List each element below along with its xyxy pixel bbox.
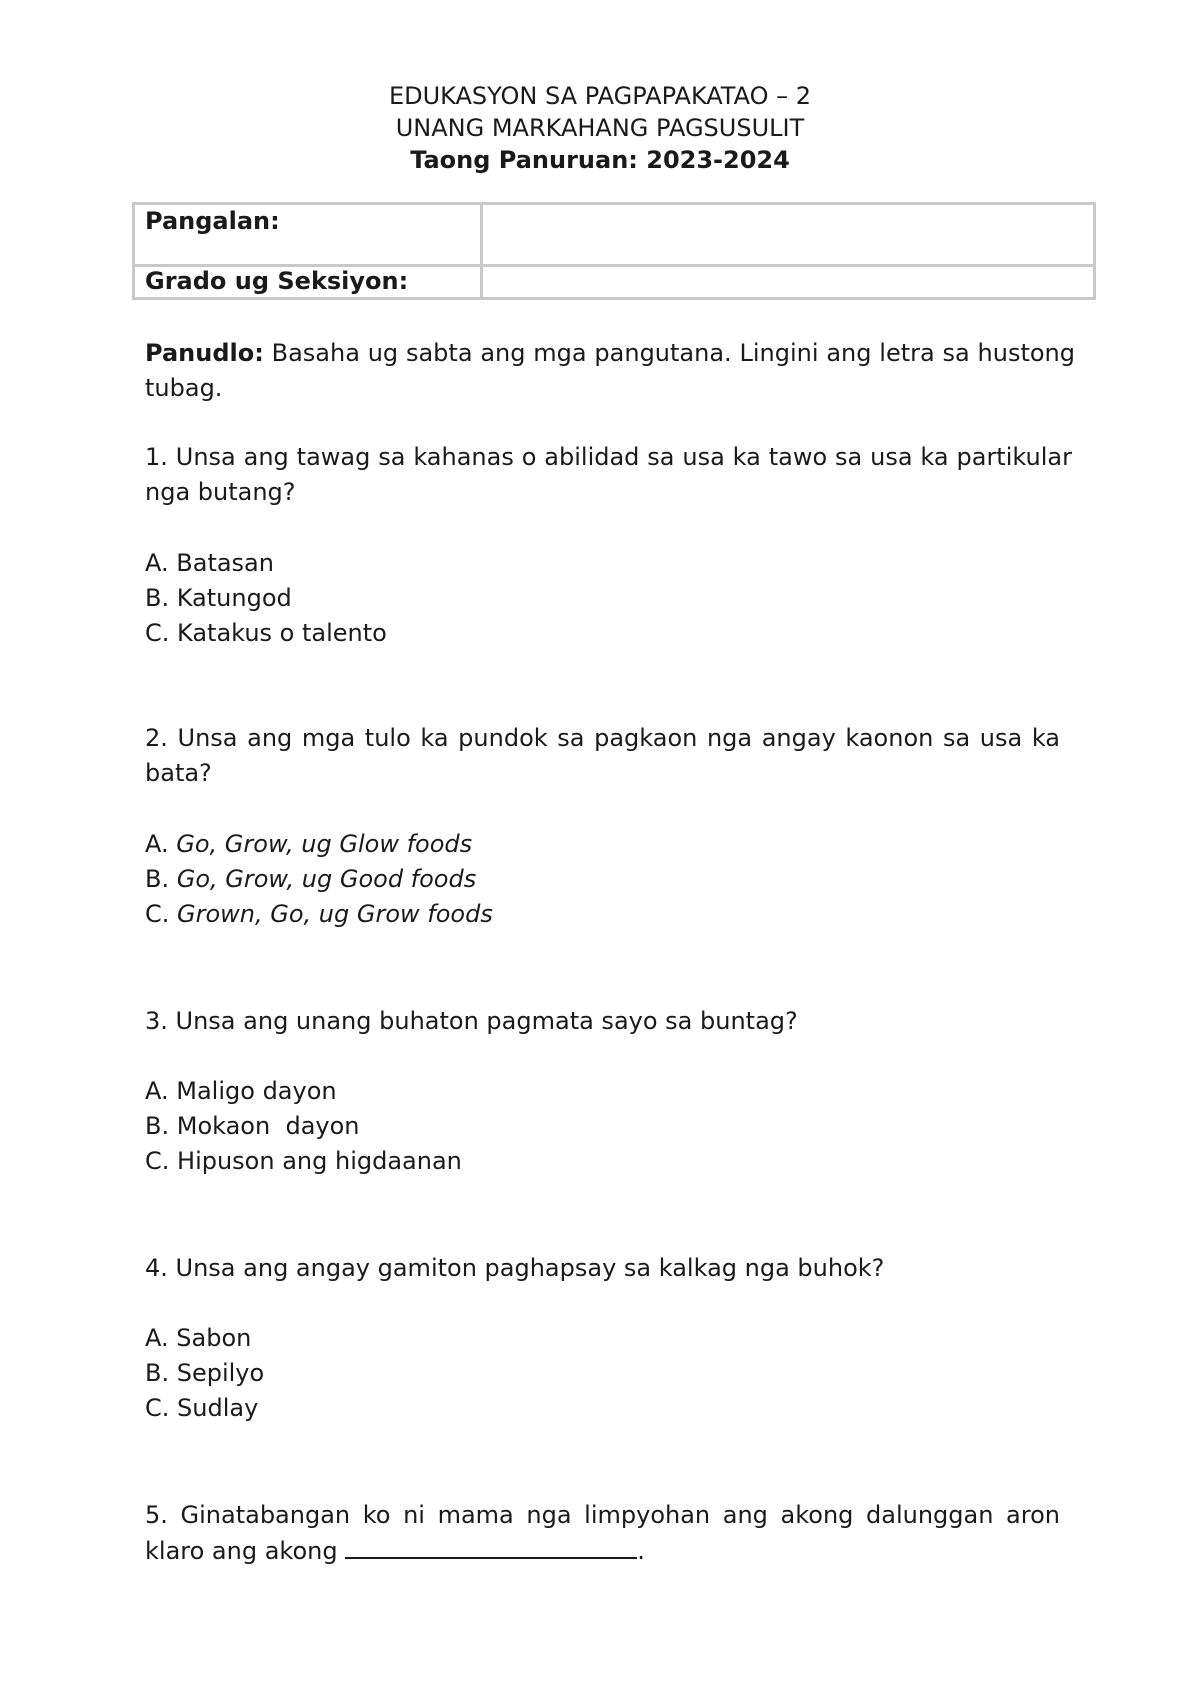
choice-2b[interactable]: B. Go, Grow, ug Good foods (145, 865, 477, 893)
question-2: 2. Unsa ang mga tulo ka pundok sa pagkaon nga angay kaonon sa usa ka bata? (145, 724, 1060, 787)
question-2-choices (145, 827, 493, 932)
instructions-text: Basaha ug sabta ang mga pangutana. Lingini ang letra sa hustong tubag. (145, 339, 1075, 402)
question-3-choices (145, 1074, 462, 1179)
exam-title: UNANG MARKAHANG PAGSUSULIT (395, 114, 805, 142)
choice-1c[interactable]: C. Katakus o talento (145, 619, 387, 647)
answer-blank[interactable] (345, 1533, 637, 1559)
subject-title: EDUKASYON SA PAGPAPAKATAO – 2 (388, 82, 812, 110)
choice-3a[interactable]: A. Maligo dayon (145, 1077, 337, 1105)
choice-3b[interactable]: B. Mokaon dayon (145, 1112, 360, 1140)
instructions-label: Panudlo: (145, 339, 264, 367)
student-info-table (132, 202, 1096, 300)
question-5-suffix: . (637, 1537, 645, 1565)
name-label: Pangalan: (134, 204, 482, 266)
choice-2a[interactable]: A. Go, Grow, ug Glow foods (145, 830, 473, 858)
question-5-text: 5. Ginatabangan ko ni mama nga limpyohan ang akong dalunggan aron klaro ang akong (145, 1501, 1060, 1565)
question-3: 3. Unsa ang unang buhaton pagmata sayo sa buntag? (145, 1007, 798, 1035)
choice-4b[interactable]: B. Sepilyo (145, 1359, 265, 1387)
question-5 (145, 1498, 1060, 1569)
choice-4c[interactable]: C. Sudlay (145, 1394, 259, 1422)
choice-3c[interactable]: C. Hipuson ang higdaanan (145, 1147, 462, 1175)
question-4: 4. Unsa ang angay gamiton paghapsay sa kalkag nga buhok? (145, 1254, 885, 1282)
question-1-choices (145, 546, 387, 651)
choice-1a[interactable]: A. Batasan (145, 549, 274, 577)
exam-header (0, 80, 1200, 176)
grade-section-label: Grado ug Seksiyon: (134, 266, 482, 299)
instructions (145, 336, 1075, 406)
choice-4a[interactable]: A. Sabon (145, 1324, 252, 1352)
grade-section-field[interactable] (482, 266, 1095, 299)
question-1: 1. Unsa ang tawag sa kahanas o abilidad sa usa ka tawo sa usa ka partikular nga butang? (145, 443, 1072, 506)
choice-1b[interactable]: B. Katungod (145, 584, 292, 612)
question-4-choices (145, 1321, 264, 1426)
school-year: Taong Panuruan: 2023-2024 (410, 146, 790, 174)
choice-2c[interactable]: C. Grown, Go, ug Grow foods (145, 900, 493, 928)
name-field[interactable] (482, 204, 1095, 266)
